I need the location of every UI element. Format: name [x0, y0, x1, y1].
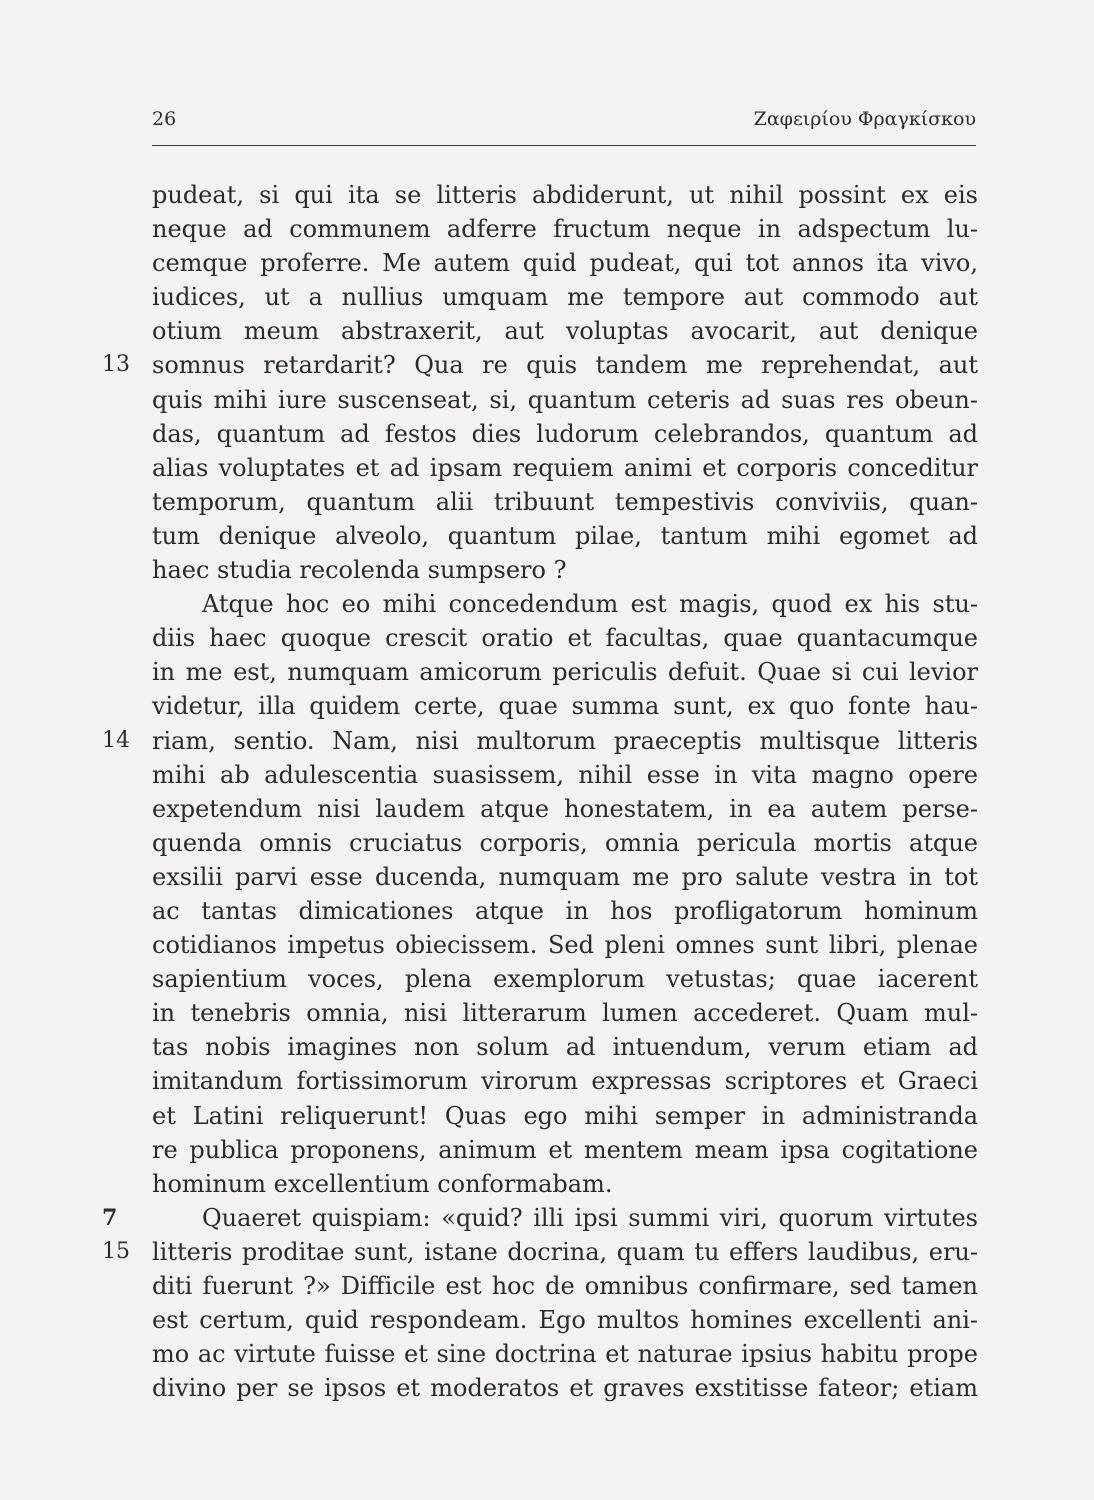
running-header	[152, 108, 976, 142]
text-line	[152, 553, 978, 587]
text-line	[152, 894, 978, 928]
line-text: otium meum abstraxerit, aut voluptas avocarit, aut denique	[152, 317, 978, 346]
text-line	[152, 417, 978, 451]
line-text: exsilii parvi esse ducenda, numquam me pro salute vestra in tot	[152, 862, 978, 891]
text-line	[152, 383, 978, 417]
line-text: mihi ab adulescentia suasissem, nihil esse in vita magno opere	[152, 760, 978, 789]
line-text: haec studia recolenda sumpsero ?	[152, 556, 567, 585]
text-line	[152, 280, 978, 314]
margin-section-number: 13	[102, 352, 130, 378]
line-text: diti fuerunt ?» Difficile est hoc de omnibus confirmare, sed tamen	[152, 1272, 978, 1300]
text-line	[152, 1303, 978, 1337]
line-text: neque ad communem adferre fructum neque in adspectum lu-	[152, 215, 978, 244]
text-line	[152, 451, 978, 485]
text-line	[152, 1133, 978, 1167]
line-text: sapientium voces, plena exemplorum vetustas; quae iacerent	[152, 965, 978, 994]
text-line	[152, 246, 978, 280]
line-text: est certum, quid respondeam. Ego multos homines excellenti ani-	[152, 1306, 978, 1335]
line-text: re publica proponens, animum et mentem meam ipsa cogitatione	[152, 1135, 978, 1164]
line-text: temporum, quantum alii tribuunt tempestivis conviviis, quan-	[152, 487, 978, 516]
page-number: 26	[152, 108, 177, 130]
text-line	[152, 1099, 978, 1133]
text-line	[152, 1269, 978, 1303]
text-line	[102, 724, 978, 758]
line-text: Quaeret quispiam: «quid? illi ipsi summi viri, quorum virtutes	[202, 1203, 978, 1232]
line-text: diis haec quoque crescit oratio et facultas, quae quantacumque	[152, 624, 978, 653]
text-line	[102, 1235, 978, 1269]
line-text: divino per se ipsos et moderatos et graves exstitisse fateor; etiam	[152, 1374, 978, 1403]
header-rule	[152, 145, 976, 146]
line-text: cotidianos impetus obiecissem. Sed pleni omnes sunt libri, plenae	[152, 931, 978, 960]
text-line	[102, 1201, 978, 1235]
line-text: pudeat, si qui ita se litteris abdiderunt, ut nihil possint ex eis	[152, 181, 978, 209]
text-line	[152, 792, 978, 826]
line-text: alias voluptates et ad ipsam requiem animi et corporis conceditur	[152, 453, 978, 482]
line-text: Atque hoc eo mihi concedendum est magis, quod ex his stu-	[202, 590, 978, 619]
text-line	[152, 860, 978, 894]
text-line	[152, 212, 978, 246]
text-line	[152, 1167, 978, 1201]
line-text: mo ac virtute fuisse et sine doctrina et naturae ipsius habitu prope	[152, 1340, 978, 1369]
line-text: in me est, numquam amicorum periculis defuit. Quae si cui levior	[152, 658, 978, 687]
line-text: tum denique alveolo, quantum pilae, tantum mihi egomet ad	[152, 521, 978, 550]
line-text: videtur, illa quidem certe, quae summa sunt, ex quo fonte hau-	[152, 692, 978, 721]
text-line	[152, 996, 978, 1030]
text-line	[152, 655, 978, 689]
text-line	[152, 962, 978, 996]
text-body	[102, 178, 978, 1405]
running-head-author: Ζαφειρίου Φραγκίσκου	[753, 108, 976, 130]
line-text: et Latini reliquerunt! Quas ego mihi semper in administranda	[152, 1101, 978, 1130]
text-line	[152, 314, 978, 348]
text-line	[152, 1030, 978, 1064]
line-text: quis mihi iure suscenseat, si, quantum ceteris ad suas res obeun-	[152, 385, 978, 414]
margin-section-number: 15	[102, 1238, 130, 1264]
text-line	[152, 689, 978, 723]
line-text: tas nobis imagines non solum ad intuendum, verum etiam ad	[152, 1033, 978, 1062]
line-text: iudices, ut a nullius umquam me tempore aut commodo aut	[152, 283, 978, 312]
line-text: litteris proditae sunt, istane docrina, quam tu effers laudibus, eru-	[152, 1237, 978, 1266]
text-line	[152, 485, 978, 519]
line-text: riam, sentio. Nam, nisi multorum praeceptis multisque litteris	[152, 726, 978, 755]
line-text: expetendum nisi laudem atque honestatem, in ea autem perse-	[152, 794, 978, 823]
margin-section-number: 7	[102, 1204, 118, 1231]
line-text: imitandum fortissimorum virorum expressas scriptores et Graeci	[152, 1067, 978, 1096]
text-line	[102, 348, 978, 382]
line-text: ac tantas dimicationes atque in hos profligatorum hominum	[152, 896, 978, 925]
text-line	[152, 826, 978, 860]
text-line	[152, 621, 978, 655]
line-text: cemque proferre. Me autem quid pudeat, qui tot annos ita vivo,	[152, 249, 978, 278]
text-line	[152, 178, 978, 212]
line-text: in tenebris omnia, nisi litterarum lumen accederet. Quam mul-	[152, 999, 978, 1028]
line-text: quenda omnis cruciatus corporis, omnia pericula mortis atque	[152, 828, 978, 857]
text-line	[152, 1371, 978, 1405]
text-line	[152, 758, 978, 792]
text-line	[152, 1064, 978, 1098]
text-line	[152, 928, 978, 962]
line-text: hominum excellentium conformabam.	[152, 1169, 613, 1198]
text-line	[152, 519, 978, 553]
line-text: das, quantum ad festos dies ludorum celebrandos, quantum ad	[152, 419, 978, 448]
text-line	[152, 1337, 978, 1371]
margin-section-number: 14	[102, 727, 130, 753]
line-text: somnus retardarit? Qua re quis tandem me reprehendat, aut	[152, 351, 978, 380]
text-line	[152, 587, 978, 621]
